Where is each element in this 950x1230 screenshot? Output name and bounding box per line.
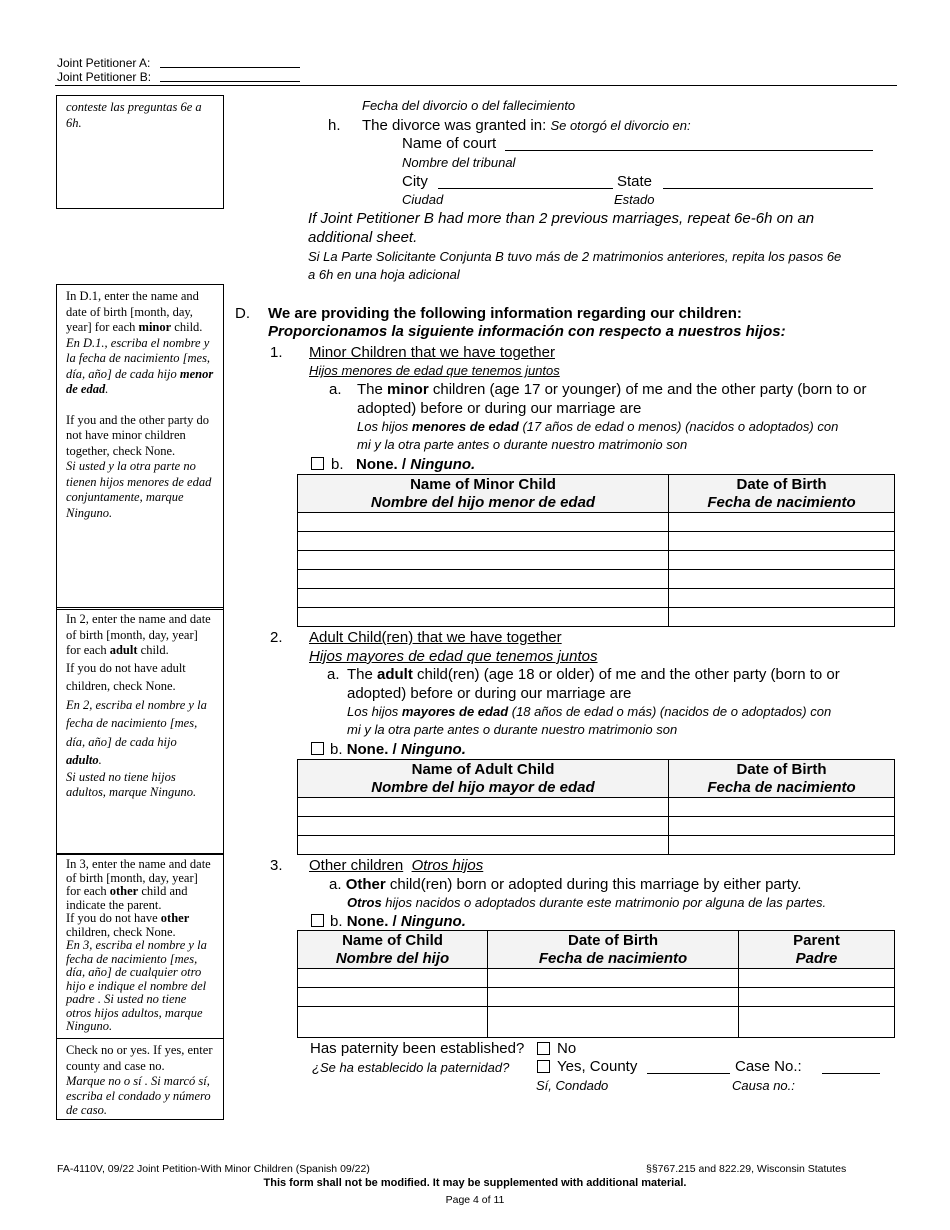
paternity-yes-label: Yes, County [557,1058,638,1075]
adult-none-label: b. None. / Ninguno. [330,741,466,758]
city-field[interactable] [438,188,613,189]
adult-heading-es: Hijos mayores de edad que tenemos juntos [309,648,598,665]
state-label: State [617,173,653,190]
adult-a-letter: a. [327,666,340,683]
petitioner-b-field[interactable] [160,81,300,82]
court-name-field[interactable] [505,150,873,151]
minor-dob-cell[interactable] [669,589,895,608]
table-header-row [298,931,895,969]
minor-name-cell[interactable] [298,513,669,532]
other-name-cell[interactable] [298,988,488,1007]
city-label: City [402,173,428,190]
minor-name-cell[interactable] [298,532,669,551]
adult-dob-column-header: Date of Birth Fecha de nacimiento [669,760,895,798]
case-number-es: Causa no.: [732,1078,795,1093]
minor-dob-cell[interactable] [669,551,895,570]
table-row [298,988,895,1007]
page-number: Page 4 of 11 [445,1194,505,1206]
other-a-text-es: Otros hijos nacidos o adoptados durante este matrimonio por alguna de las partes. [347,895,827,910]
other-number: 3. [270,857,283,874]
adult-name-cell[interactable] [298,836,669,855]
minor-dob-cell[interactable] [669,532,895,551]
paternity-no-checkbox[interactable] [537,1042,550,1055]
side-note-text: En 2, escriba el nombre y la fecha de nacimiento [mes, día, año] de cada hijo adulto. [66,697,207,767]
adult-name-cell[interactable] [298,817,669,836]
other-parent-cell[interactable] [739,1007,895,1038]
section-d-title-en: We are providing the following information regarding our children: [268,305,742,322]
minor-a-text-es-1: Los hijos menores de edad (17 años de edad o menos) (nacidos o adoptados) con [357,419,839,434]
table-row [298,969,895,988]
side-note-text: conteste las preguntas 6e a 6h. [66,100,202,130]
minor-name-column-header: Name of Minor Child Nombre del hijo menor de edad [298,475,669,513]
minor-a-letter: a. [329,381,342,398]
minor-none-checkbox[interactable] [311,457,324,470]
side-note-box-4 [56,853,224,1039]
adult-a-text-es-2: mi y la otra parte antes o durante nuestro matrimonio son [347,722,678,737]
other-none-label: b. None. / Ninguno. [330,913,466,930]
side-note-box-1 [56,95,224,209]
adult-dob-cell[interactable] [669,836,895,855]
minor-heading-en: Minor Children that we have together [309,344,555,361]
adult-number: 2. [270,629,283,646]
repeat-instructions-en-2: additional sheet. [308,229,418,246]
other-dob-cell[interactable] [488,969,739,988]
other-dob-cell[interactable] [488,988,739,1007]
paternity-question-es: ¿Se ha establecido la paternidad? [312,1060,510,1075]
section-d-title-es: Proporcionamos la siguiente información con respecto a nuestros hijos: [268,323,786,340]
side-note-text: If you do not have adult children, check None. [66,660,186,693]
minor-dob-cell[interactable] [669,570,895,589]
other-parent-column-header: Parent Padre [739,931,895,969]
case-number-field[interactable] [822,1073,880,1074]
petitioner-a-field[interactable] [160,67,300,68]
table-row [298,608,895,627]
statutes: §§767.215 and 822.29, Wisconsin Statutes [646,1163,847,1175]
form-id: FA-4110V, 09/22 Joint Petition-With Minor Children (Spanish 09/22) [57,1163,370,1175]
repeat-instructions-en-1: If Joint Petitioner B had more than 2 previous marriages, repeat 6e-6h on an [308,210,815,227]
side-note-text: If you do not have other children, check None. [66,911,190,939]
side-note-text: In D.1, enter the name and date of birth [month, day, year] for each minor child. [66,289,203,334]
table-header-row [298,475,895,513]
table-row [298,570,895,589]
table-row [298,532,895,551]
other-children-table [297,930,895,1038]
other-parent-cell[interactable] [739,969,895,988]
side-note-text: En 3, escriba el nombre y la fecha de nacimiento [mes, día, año] de cualquier otro hijo e indique el nombre del padre . Si usted no tiene otros hijos adultos, marque Ninguno. [66,938,207,1033]
adult-a-text-es-1: Los hijos mayores de edad (18 años de edad o más) (nacidos de o adoptados) con [347,704,832,719]
minor-heading-es: Hijos menores de edad que tenemos juntos [309,363,560,378]
petitioner-b-label: Joint Petitioner B: [57,70,152,84]
header-divider [55,85,897,86]
adult-dob-cell[interactable] [669,798,895,817]
table-row [298,798,895,817]
side-note-text: If you and the other party do not have minor children together, check None. [66,412,210,458]
paternity-question-en: Has paternity been established? [310,1040,525,1057]
minor-number: 1. [270,344,283,361]
adult-name-column-header: Name of Adult Child Nombre del hijo mayor de edad [298,760,669,798]
adult-heading-en: Adult Child(ren) that we have together [309,629,562,646]
table-row [298,513,895,532]
side-note-text: In 2, enter the name and date of birth [month, day, year] for each adult child. [66,612,211,657]
adult-a-text-en-1: The adult child(ren) (age 18 or older) of me and the other party (born to or [347,666,840,683]
minor-dob-cell[interactable] [669,608,895,627]
minor-name-cell[interactable] [298,551,669,570]
minor-dob-column-header: Date of Birth Fecha de nacimiento [669,475,895,513]
side-note-text: Si usted y la otra parte no tienen hijos menores de edad conjuntamente, marque Ninguno. [66,459,212,520]
adult-dob-cell[interactable] [669,817,895,836]
side-note-box-2 [56,284,224,610]
adult-name-cell[interactable] [298,798,669,817]
court-name-es: Nombre del tribunal [402,155,516,170]
item-h-letter: h. [328,117,341,134]
other-dob-column-header: Date of Birth Fecha de nacimiento [488,931,739,969]
table-row [298,1007,895,1038]
side-note-text: Check no or yes. If yes, enter county and case no. [66,1043,213,1073]
footer-notice: This form shall not be modified. It may be supplemented with additional material. [263,1177,687,1189]
other-a-text-en: a. Other child(ren) born or adopted during this marriage by either party. [329,876,802,893]
other-heading: Other children Otros hijos [309,857,484,874]
other-parent-cell[interactable] [739,988,895,1007]
divorce-granted-question: The divorce was granted in: Se otorgó el divorcio en: [362,117,691,134]
court-name-label: Name of court [402,135,497,152]
side-note-box-3 [56,607,224,855]
other-name-cell[interactable] [298,969,488,988]
other-dob-cell[interactable] [488,1007,739,1038]
minor-a-text-es-2: mi y la otra parte antes o durante nuestro matrimonio son [357,437,688,452]
minor-name-cell[interactable] [298,570,669,589]
adult-children-table [297,759,895,855]
state-field[interactable] [663,188,873,189]
minor-a-text-en-2: adopted) before or during our marriage are [357,400,642,417]
minor-a-text-en-1: The minor children (age 17 or younger) of me and the other party (born to or [357,381,867,398]
case-number-label: Case No.: [735,1058,802,1075]
table-row [298,589,895,608]
side-note-text: In 3, enter the name and date of birth [month, day, year] for each other child and indicate the parent. [66,857,211,912]
other-name-cell[interactable] [298,1007,488,1038]
divorce-date-es: Fecha del divorcio o del fallecimiento [362,98,576,113]
section-d-letter: D. [235,305,250,322]
other-name-column-header: Name of Child Nombre del hijo [298,931,488,969]
paternity-yes-es: Sí, Condado [536,1078,609,1093]
paternity-yes-checkbox[interactable] [537,1060,550,1073]
county-field[interactable] [647,1073,730,1074]
minor-none-label: b. None. / Ninguno. [331,456,476,473]
repeat-instructions-es-1: Si La Parte Solicitante Conjunta B tuvo más de 2 matrimonios anteriores, repita los pasos 6e [308,249,842,264]
minor-name-cell[interactable] [298,608,669,627]
table-row [298,817,895,836]
petitioner-a-label: Joint Petitioner A: [57,56,151,70]
state-es: Estado [614,192,655,207]
minor-name-cell[interactable] [298,589,669,608]
minor-children-table [297,474,895,627]
table-row [298,551,895,570]
city-es: Ciudad [402,192,444,207]
side-note-text: En D.1., escriba el nombre y la fecha de nacimiento [mes, día, año] de cada hijo menor de edad. [66,335,214,396]
adult-none-checkbox[interactable] [311,742,324,755]
side-note-text: Marque no o sí . Si marcó sí, escriba el condado y número de caso. [66,1074,211,1117]
paternity-no-label: No [557,1040,577,1057]
minor-dob-cell[interactable] [669,513,895,532]
table-header-row [298,760,895,798]
adult-a-text-en-2: adopted) before or during our marriage are [347,685,632,702]
table-row [298,836,895,855]
side-note-text: Si usted no tiene hijos adultos, marque Ninguno. [66,769,197,799]
other-none-checkbox[interactable] [311,914,324,927]
repeat-instructions-es-2: a 6h en una hoja adicional [308,267,460,282]
side-note-box-5 [56,1038,224,1120]
